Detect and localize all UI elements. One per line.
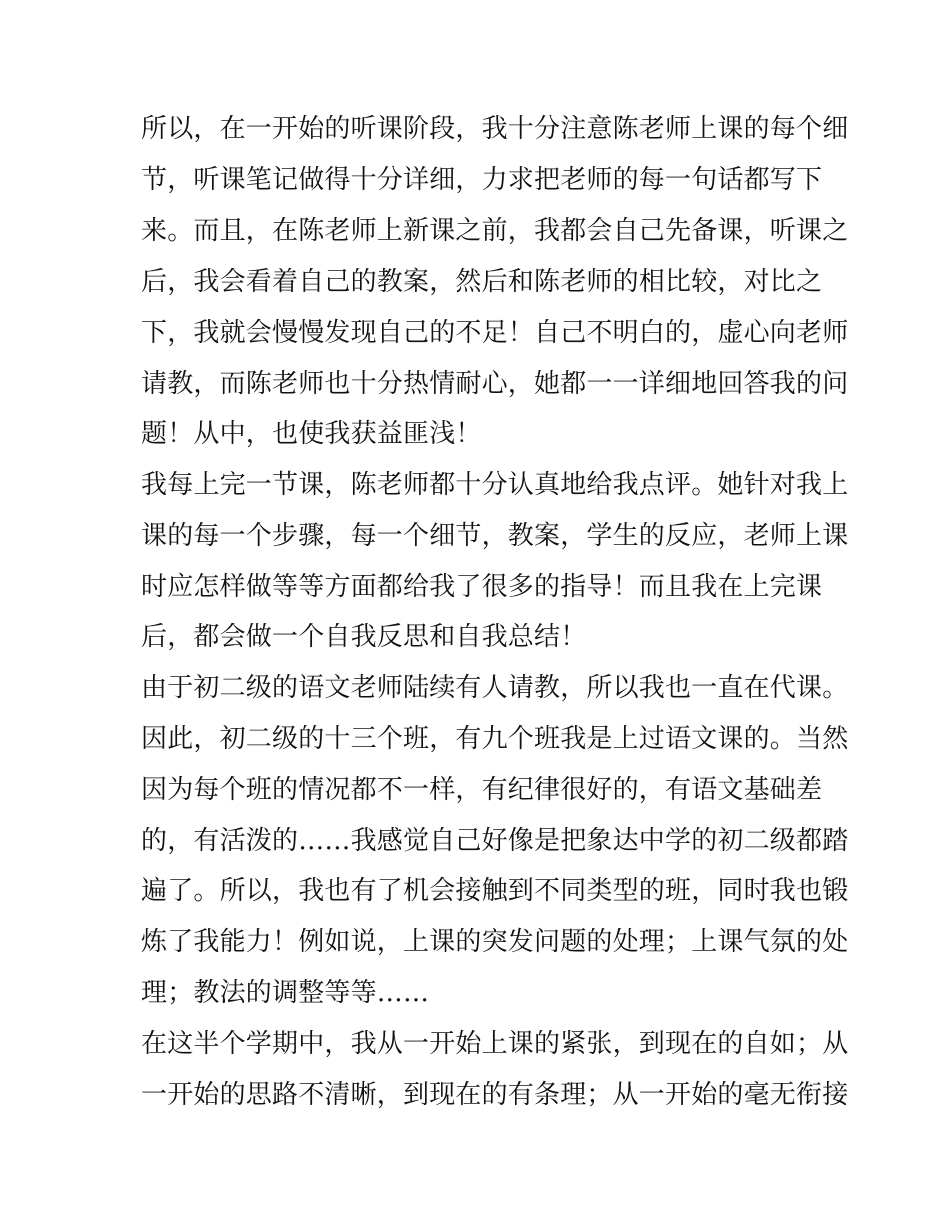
text-line: 请教，而陈老师也十分热情耐心，她都一一详细地回答我的问	[141, 369, 849, 399]
text-line: 炼了我能力！例如说，上课的突发问题的处理；上课气氛的处	[141, 927, 849, 957]
text-line: 因为每个班的情况都不一样，有纪律很好的，有语文基础差	[141, 775, 823, 805]
text-line: 的，有活泼的……我感觉自己好像是把象达中学的初二级都踏	[141, 826, 849, 856]
text-line: 遍了。所以，我也有了机会接触到不同类型的班，同时我也锻	[141, 876, 849, 906]
text-line: 由于初二级的语文老师陆续有人请教，所以我也一直在代课。	[141, 673, 849, 703]
text-line: 题！从中，也使我获益匪浅！	[141, 419, 482, 449]
text-line: 在这半个学期中，我从一开始上课的紧张，到现在的自如；从	[141, 1029, 849, 1059]
text-line: 我每上完一节课，陈老师都十分认真地给我点评。她针对我上	[141, 470, 849, 500]
text-line: 后，都会做一个自我反思和自我总结！	[141, 622, 587, 652]
text-line: 一开始的思路不清晰，到现在的有条理；从一开始的毫无衔接	[141, 1080, 849, 1110]
text-line: 时应怎样做等等方面都给我了很多的指导！而且我在上完课	[141, 572, 823, 602]
text-line: 课的每一个步骤，每一个细节，教案，学生的反应，老师上课	[141, 521, 849, 551]
text-line: 理；教法的调整等等……	[141, 978, 430, 1008]
text-line: 因此，初二级的十三个班，有九个班我是上过语文课的。当然	[141, 724, 849, 754]
text-line: 后，我会看着自己的教案，然后和陈老师的相比较，对比之	[141, 267, 823, 297]
text-line: 下，我就会慢慢发现自己的不足！自己不明白的，虚心向老师	[141, 318, 849, 348]
text-line: 所以，在一开始的听课阶段，我十分注意陈老师上课的每个细	[141, 114, 849, 144]
text-line: 节，听课笔记做得十分详细，力求把老师的每一句话都写下	[141, 165, 823, 195]
text-line: 来。而且，在陈老师上新课之前，我都会自己先备课，听课之	[141, 216, 849, 246]
